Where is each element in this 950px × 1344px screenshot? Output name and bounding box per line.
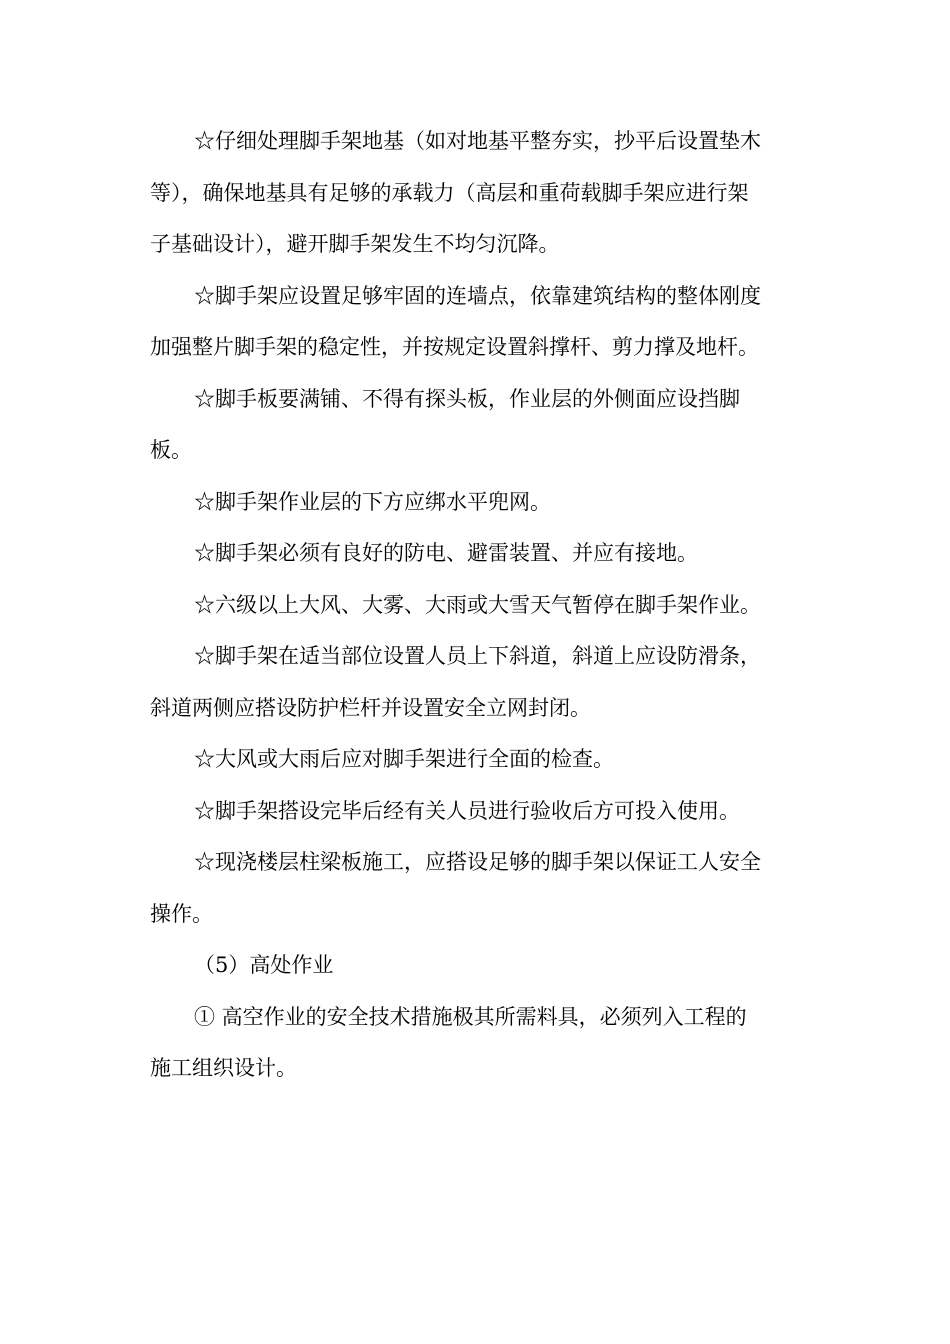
paragraph-scaffold-boards [150, 374, 802, 477]
paragraph-safety-net [150, 477, 802, 529]
paragraph-wall-ties [150, 271, 802, 374]
paragraph-inspection [150, 734, 802, 786]
paragraph-lightning-protection [150, 528, 802, 580]
paragraph-high-altitude-measures [150, 992, 802, 1095]
paragraph-line: 子基础设计），避开脚手架发生不均匀沉降。 [150, 232, 560, 256]
paragraph-acceptance [150, 786, 802, 838]
paragraph-line: ☆六级以上大风、大雾、大雨或大雪天气暂停在脚手架作业。 [194, 592, 761, 617]
paragraph-line: ☆脚手架搭设完毕后经有关人员进行验收后方可投入使用。 [194, 798, 740, 823]
paragraph-cast-in-place [150, 837, 802, 940]
paragraph-line: ☆脚手架在适当部位设置人员上下斜道，斜道上应设防滑条， [194, 644, 761, 668]
paragraph-line: 操作。 [150, 901, 213, 926]
paragraph-line: 斜道两侧应搭设防护栏杆并设置安全立网封闭。 [150, 695, 591, 720]
paragraph-weather-stop [150, 580, 802, 632]
paragraph-line: ☆仔细处理脚手架地基（如对地基平整夯实，抄平后设置垫木 [194, 129, 761, 153]
section-heading-work-at-height [150, 940, 802, 992]
paragraph-line: ☆脚手架作业层的下方应绑水平兜网。 [194, 489, 551, 514]
paragraph-line: 板。 [150, 438, 192, 462]
paragraph-line: 施工组织设计。 [150, 1056, 297, 1080]
paragraph-line: ☆脚手架必须有良好的防电、避雷装置、并应有接地。 [194, 541, 698, 565]
paragraph-line: ☆脚手架应设置足够牢固的连墙点，依靠建筑结构的整体刚度 [194, 283, 761, 308]
paragraph-line: 等），确保地基具有足够的承载力（高层和重荷载脚手架应进行架 [150, 180, 749, 205]
paragraph-line: 加强整片脚手架的稳定性，并按规定设置斜撑杆、剪力撑及地杆。 [150, 335, 759, 359]
paragraph-line: ① 高空作业的安全技术措施极其所需料具，必须列入工程的 [194, 1004, 747, 1029]
paragraph-foundation [150, 116, 802, 271]
section-heading: （5）高处作业 [194, 953, 334, 977]
paragraph-ramps [150, 631, 802, 734]
document-body [150, 116, 802, 1095]
paragraph-line: ☆现浇楼层柱梁板施工，应搭设足够的脚手架以保证工人安全 [194, 850, 761, 874]
paragraph-line: ☆脚手板要满铺、不得有探头板，作业层的外侧面应设挡脚 [194, 386, 740, 411]
paragraph-line: ☆大风或大雨后应对脚手架进行全面的检查。 [194, 747, 614, 771]
